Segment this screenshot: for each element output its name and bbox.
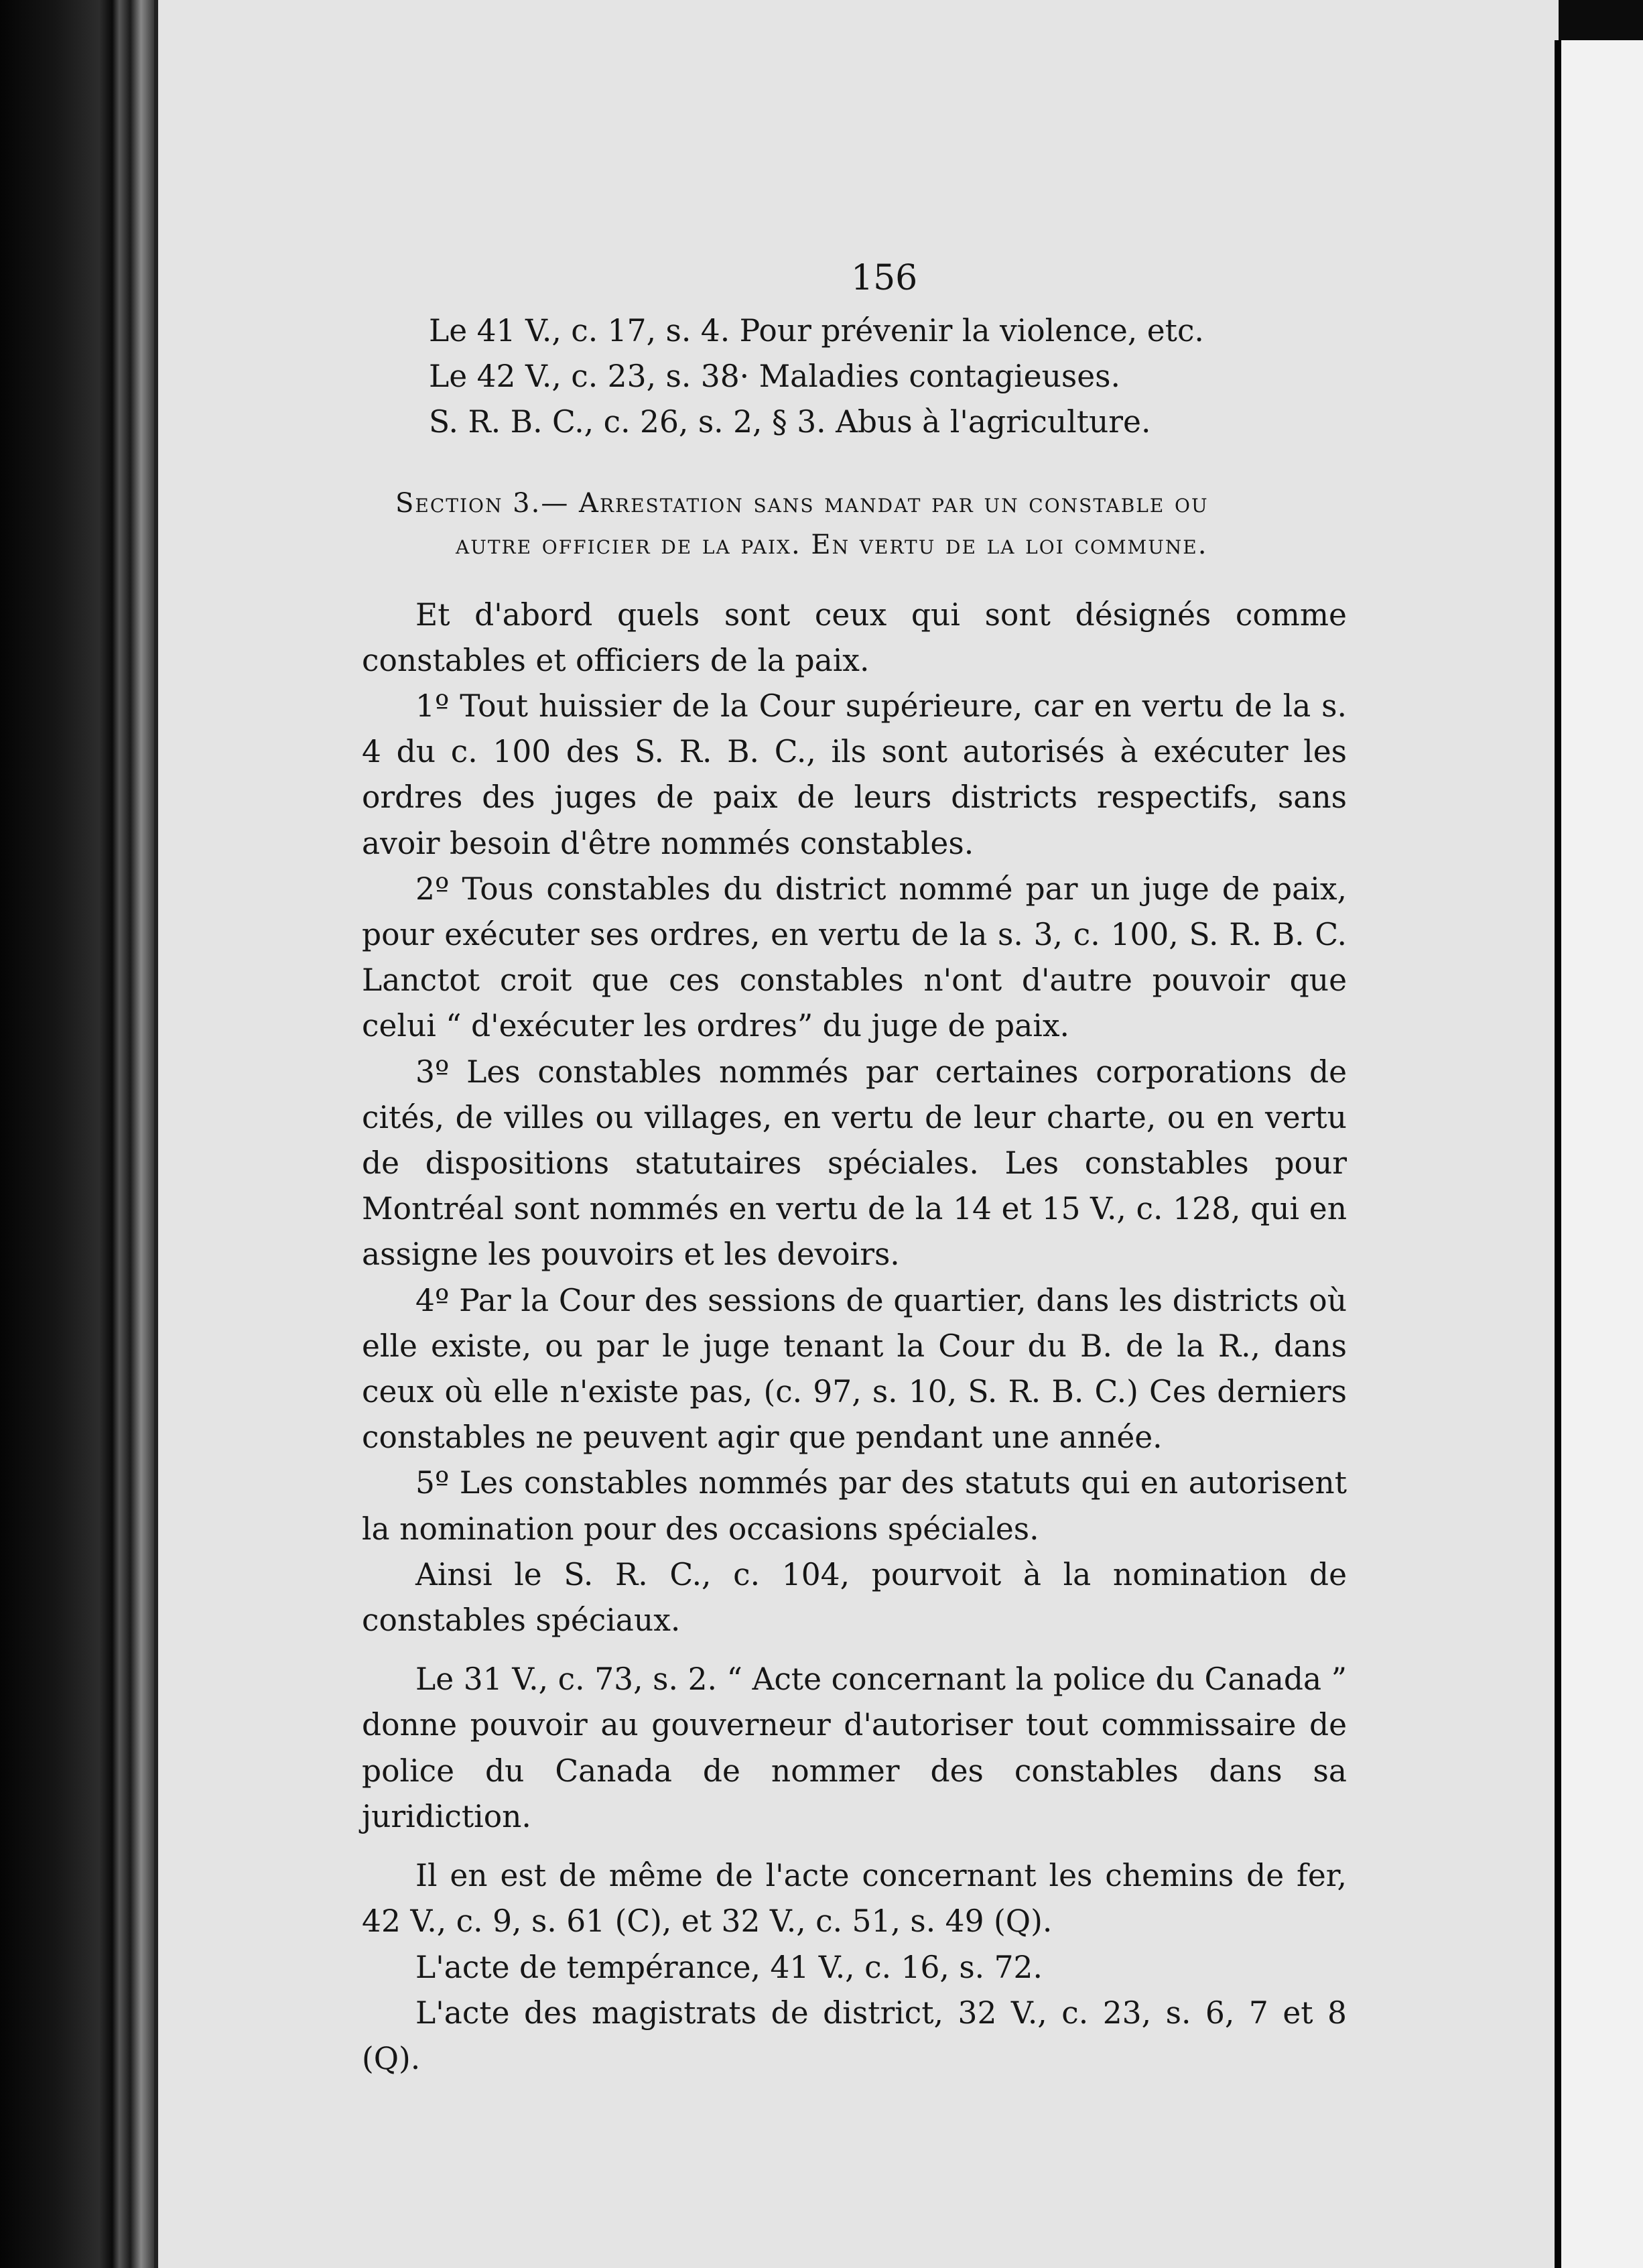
paragraph: L'acte de tempérance, 41 V., c. 16, s. 72. xyxy=(415,1949,1043,1985)
paragraph: L'acte des magistrats de district, 32 V., c. 23, s. 6, 7 et 8 (Q). xyxy=(362,1995,1347,2076)
section-heading xyxy=(395,483,1347,566)
paragraph: 5º Les constables nommés par des statuts qui en autorisent la nomination pour des occasions spéciales. xyxy=(362,1465,1347,1547)
paragraph: 1º Tout huissier de la Cour supérieure, car en vertu de la s. 4 du c. 100 des S. R. B. C., ils sont autorisés à exécuter les ordres des juges de paix de leurs districts respectifs, sans avoir besoin d'être nommés constables. xyxy=(362,688,1347,861)
paragraph: Le 31 V., c. 73, s. 2. “ Acte concernant la police du Canada ” donne pouvoir au gouverneur d'autoriser tout commissaire de police du Canada de nommer des constables dans sa juridiction. xyxy=(362,1661,1347,1834)
paragraph: 3º Les constables nommés par certaines corporations de cités, de villes ou villages, en vertu de leur charte, ou en vertu de dispositions statutaires spéciales. Les constables pour Montréal sont nommés en vertu de la 14 et 15 V., c. 128, qui en assigne les pouvoirs et les devoirs. xyxy=(362,1054,1347,1273)
reference-line: S. R. B. C., c. 26, s. 2, § 3. Abus à l'agriculture. xyxy=(429,404,1151,440)
reference-line: Le 42 V., c. 23, s. 38· Maladies contagieuses. xyxy=(429,359,1120,395)
paragraph: Ainsi le S. R. C., c. 104, pourvoit à la nomination de constables spéciaux. xyxy=(362,1556,1347,1639)
paragraph: 4º Par la Cour des sessions de quartier, dans les districts où elle existe, ou par le juge tenant la Cour du B. de la R., dans ceux où elle n'existe pas, (c. 97, s. 10, S. R. B. C.) Ces derniers constables ne peuvent agir que pendant une année. xyxy=(362,1282,1347,1456)
paragraph: 2º Tous constables du district nommé par un juge de paix, pour exécuter ses ordres, en vertu de la s. 3, c. 100, S. R. B. C. Lanctot croit que ces constables n'ont d'autre pouvoir que celui “ d'exécuter les ordres” du juge de paix. xyxy=(362,871,1347,1044)
page-number: 156 xyxy=(851,258,918,298)
paragraph: Et d'abord quels sont ceux qui sont désignés comme constables et officiers de la paix. xyxy=(362,596,1347,678)
reference-line: Le 41 V., c. 17, s. 4. Pour prévenir la violence, etc. xyxy=(429,313,1204,349)
paragraph: Il en est de même de l'acte concernant les chemins de fer, 42 V., c. 9, s. 61 (C), et 32 V., c. 51, s. 49 (Q). xyxy=(362,1858,1347,1940)
section-heading-line: Section 3.— Arrestation sans mandat par un constable ou xyxy=(395,487,1209,519)
page-body xyxy=(362,308,1347,2082)
statute-references xyxy=(362,308,1347,446)
facing-page-edge xyxy=(1555,40,1643,2268)
section-heading-line: autre officier de la paix. En vertu de la loi commune. xyxy=(456,529,1208,560)
